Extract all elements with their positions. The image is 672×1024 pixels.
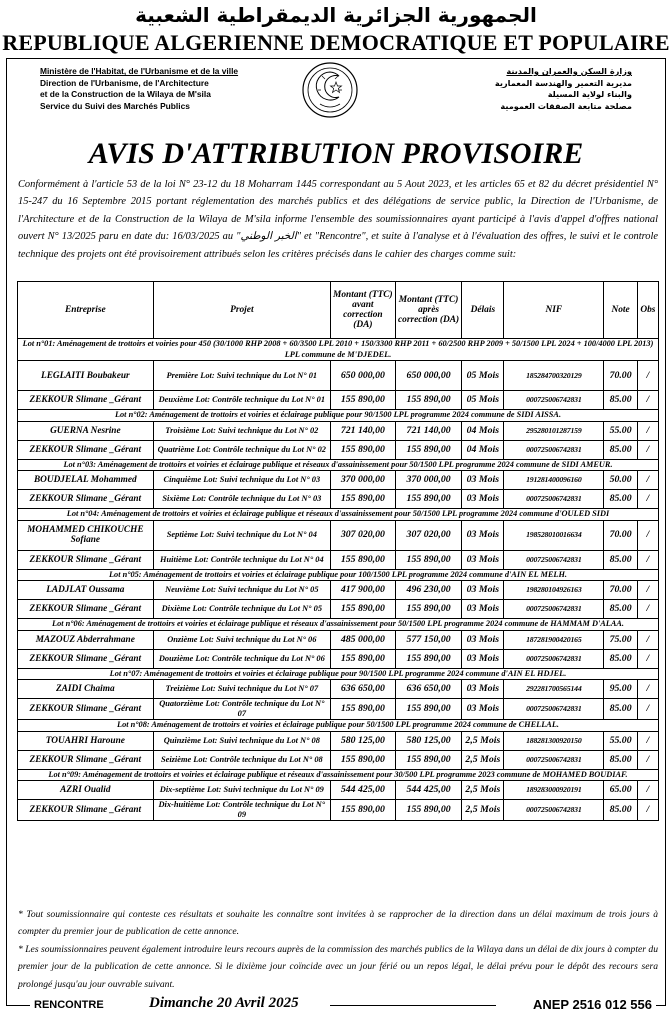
cell-obs: / <box>637 600 658 619</box>
lot-title-row <box>18 769 659 781</box>
cell-avant: 544 425,00 <box>331 781 396 800</box>
lot-title-row <box>18 720 659 732</box>
table-row <box>18 550 659 569</box>
ministry-fr-line: Direction de l'Urbanisme, de l'Architecture <box>40 77 209 88</box>
cell-nif: 189283000920191 <box>504 781 604 800</box>
cell-delais: 03 Mois <box>462 471 504 490</box>
cell-projet: Quinzième Lot: Suivi technique du Lot N° 08 <box>153 731 330 750</box>
lot-title: Lot n°09: Aménagement de trottoirs et voiries et éclairage publique et réseaux d'assainissement pour 30/500 LPL programme 2023 commune de MOHAMED BOUDIAF. <box>18 769 659 781</box>
cell-projet: Huitième Lot: Contrôle technique du Lot N° 04 <box>153 550 330 569</box>
lot-title: Lot n°05: Aménagement de trottoirs et voiries et éclairage publique pour 100/1500 LPL programme 2024 commune d'AIN EL MELH. <box>18 569 659 581</box>
cell-note: 50.00 <box>604 471 637 490</box>
cell-obs: / <box>637 750 658 769</box>
column-header: Projet <box>153 282 330 339</box>
cell-apres: 155 890,00 <box>395 750 462 769</box>
lot-title-row <box>18 668 659 680</box>
table-row <box>18 781 659 800</box>
table-row <box>18 490 659 509</box>
ministry-fr <box>40 66 280 112</box>
cell-obs: / <box>637 731 658 750</box>
table-body <box>18 339 659 821</box>
cell-obs: / <box>637 550 658 569</box>
cell-avant: 155 890,00 <box>331 391 396 410</box>
cell-note: 85.00 <box>604 490 637 509</box>
cell-avant: 155 890,00 <box>331 490 396 509</box>
lot-title-row <box>18 339 659 361</box>
cell-entreprise: AZRI Oualid <box>18 781 154 800</box>
cell-projet: Septième Lot: Suivi technique du Lot N° 04 <box>153 520 330 550</box>
right-border <box>665 58 666 1006</box>
cell-apres: 496 230,00 <box>395 581 462 600</box>
cell-avant: 580 125,00 <box>331 731 396 750</box>
cell-note: 55.00 <box>604 421 637 440</box>
cell-entreprise: MAZOUZ Abderrahmane <box>18 630 154 649</box>
lot-title-row <box>18 509 659 521</box>
table-header-row <box>18 282 659 339</box>
cell-avant: 650 000,00 <box>331 361 396 391</box>
notice-title: AVIS D'ATTRIBUTION PROVISOIRE <box>88 137 584 170</box>
cell-note: 65.00 <box>604 781 637 800</box>
cell-note: 85.00 <box>604 391 637 410</box>
cell-nif: 000725006742831 <box>504 699 604 720</box>
cell-entreprise: LEGLAITI Boubakeur <box>18 361 154 391</box>
cell-nif: 295280101287159 <box>504 421 604 440</box>
cell-apres: 155 890,00 <box>395 800 462 821</box>
cell-note: 85.00 <box>604 750 637 769</box>
note-paragraph: * Les soumissionnaires peuvent également introduire leurs recours auprès de la commission des marchés publics de la Wilaya dans un délai de dix jours à compter du premier jour de la publication de cette annonce. Si le dixième jour coïncide avec un jour férié ou un repos légal, le délai prévu pour le dépôt des recours sera prolongé jusqu'au jour ouvrable suivant. <box>18 943 658 990</box>
cell-nif: 185284700320129 <box>504 361 604 391</box>
cell-delais: 03 Mois <box>462 649 504 668</box>
cell-delais: 03 Mois <box>462 630 504 649</box>
cell-projet: Dixième Lot: Contrôle technique du Lot N° 05 <box>153 600 330 619</box>
cell-delais: 03 Mois <box>462 520 504 550</box>
cell-obs: / <box>637 471 658 490</box>
table-row <box>18 649 659 668</box>
cell-projet: Dix-huitième Lot: Contrôle technique du Lot N° 09 <box>153 800 330 821</box>
cell-entreprise: LADJLAT Oussama <box>18 581 154 600</box>
table-row <box>18 750 659 769</box>
cell-nif: 187281900420165 <box>504 630 604 649</box>
notes <box>18 906 658 993</box>
cell-apres: 155 890,00 <box>395 649 462 668</box>
cell-nif: 292281700565144 <box>504 680 604 699</box>
lot-title-row <box>18 619 659 631</box>
cell-avant: 155 890,00 <box>331 699 396 720</box>
lot-title-row <box>18 410 659 422</box>
cell-obs: / <box>637 490 658 509</box>
cell-delais: 05 Mois <box>462 361 504 391</box>
table-row <box>18 361 659 391</box>
ministry-fr-line: Ministère de l'Habitat, de l'Urbanisme et de la ville <box>40 66 239 76</box>
footer <box>0 995 672 1017</box>
cell-obs: / <box>637 699 658 720</box>
cell-note: 85.00 <box>604 649 637 668</box>
cell-delais: 03 Mois <box>462 680 504 699</box>
column-header: Délais <box>462 282 504 339</box>
table-row <box>18 630 659 649</box>
table-row <box>18 440 659 459</box>
table-row <box>18 680 659 699</box>
lot-title: Lot n°03: Aménagement de trottoirs et voiries et éclairage publique et réseaux d'assainissement pour 50/1500 LPL programme 2024 commune de SIDI AMEUR. <box>18 459 659 471</box>
lot-title: Lot n°02: Aménagement de trottoirs et voiries et éclairage publique pour 90/1500 LPL programme 2024 commune de SIDI AISSA. <box>18 410 659 422</box>
cell-delais: 2,5 Mois <box>462 781 504 800</box>
anep-reference: ANEP 2516 012 556 <box>529 997 656 1012</box>
cell-apres: 544 425,00 <box>395 781 462 800</box>
cell-entreprise: ZEKKOUR Slimane _Gérant <box>18 440 154 459</box>
cell-obs: / <box>637 440 658 459</box>
table-row <box>18 731 659 750</box>
cell-projet: Seizième Lot: Contrôle technique du Lot N° 08 <box>153 750 330 769</box>
lot-title: Lot n°06: Aménagement de trottoirs et voiries et éclairage publique et réseaux d'assainissement pour 50/1500 LPL programme 2024 commune de HAMMAM D'ALAA. <box>18 619 659 631</box>
cell-projet: Première Lot: Suivi technique du Lot N° 01 <box>153 361 330 391</box>
cell-avant: 155 890,00 <box>331 600 396 619</box>
cell-obs: / <box>637 649 658 668</box>
cell-projet: Onzième Lot: Suivi technique du Lot N° 06 <box>153 630 330 649</box>
cell-obs: / <box>637 630 658 649</box>
cell-projet: Douzième Lot: Contrôle technique du Lot N° 06 <box>153 649 330 668</box>
cell-nif: 198280104926163 <box>504 581 604 600</box>
cell-apres: 155 890,00 <box>395 550 462 569</box>
cell-delais: 03 Mois <box>462 581 504 600</box>
cell-obs: / <box>637 391 658 410</box>
cell-entreprise: ZAIDI Chaima <box>18 680 154 699</box>
top-rule <box>6 58 666 59</box>
cell-obs: / <box>637 361 658 391</box>
cell-nif: 000725006742831 <box>504 800 604 821</box>
rencontre-logo: RENCONTRE <box>30 999 108 1011</box>
column-header: NIF <box>504 282 604 339</box>
cell-avant: 155 890,00 <box>331 800 396 821</box>
cell-apres: 155 890,00 <box>395 699 462 720</box>
lot-title-row <box>18 459 659 471</box>
cell-entreprise: ZEKKOUR Slimane _Gérant <box>18 550 154 569</box>
lot-title-row <box>18 569 659 581</box>
cell-obs: / <box>637 800 658 821</box>
cell-apres: 721 140,00 <box>395 421 462 440</box>
cell-obs: / <box>637 581 658 600</box>
attribution-table <box>17 281 659 821</box>
note-paragraph: * Tout soumissionnaire qui conteste ces résultats et souhaite les connaître sont invitées à se rapprocher de la direction dans un délai maximum de trois jours à compter du premier jour de publication de cette annonce. <box>18 909 658 938</box>
cell-entreprise: ZEKKOUR Slimane _Gérant <box>18 699 154 720</box>
ministry-ar-line: مديرية التعمير والهندسة المعمارية <box>494 77 632 88</box>
cell-delais: 03 Mois <box>462 600 504 619</box>
lot-title: Lot n°01: Aménagement de trottoirs et voiries pour 450 (30/1000 RHP 2008 + 60/3500 LPL 2010 + 150/3300 RHP 2011 + 60/2500 RHP 2009 + 50/1500 LPL 2024 + 100/4000 LPL 2013) LPL commune de M'DJEDEL. <box>18 339 659 361</box>
ministry-fr-line: Service du Suivi des Marchés Publics <box>40 100 190 111</box>
cell-projet: Neuvième Lot: Suivi technique du Lot N° 05 <box>153 581 330 600</box>
ministry-ar-line: وزارة السكن والعمران والمدينة <box>506 66 632 76</box>
cell-entreprise: GUERNA Nesrine <box>18 421 154 440</box>
cell-projet: Treizième Lot: Suivi technique du Lot N° 07 <box>153 680 330 699</box>
cell-entreprise: ZEKKOUR Slimane _Gérant <box>18 391 154 410</box>
cell-nif: 191281400096160 <box>504 471 604 490</box>
cell-apres: 577 150,00 <box>395 630 462 649</box>
cell-avant: 155 890,00 <box>331 550 396 569</box>
cell-entreprise: ZEKKOUR Slimane _Gérant <box>18 600 154 619</box>
cell-note: 70.00 <box>604 581 637 600</box>
cell-apres: 307 020,00 <box>395 520 462 550</box>
cell-note: 55.00 <box>604 731 637 750</box>
cell-avant: 370 000,00 <box>331 471 396 490</box>
french-republic-title: REPUBLIQUE ALGERIENNE DEMOCRATIQUE ET POPULAIRE <box>2 30 670 55</box>
algeria-emblem-icon <box>300 60 360 120</box>
table-row <box>18 581 659 600</box>
cell-nif: 188281300920150 <box>504 731 604 750</box>
cell-nif: 000725006742831 <box>504 600 604 619</box>
cell-avant: 155 890,00 <box>331 649 396 668</box>
cell-projet: Dix-septième Lot: Suivi technique du Lot N° 09 <box>153 781 330 800</box>
cell-note: 70.00 <box>604 520 637 550</box>
cell-entreprise: TOUAHRI Haroune <box>18 731 154 750</box>
table-row <box>18 391 659 410</box>
cell-note: 85.00 <box>604 699 637 720</box>
cell-delais: 03 Mois <box>462 490 504 509</box>
cell-note: 85.00 <box>604 600 637 619</box>
cell-projet: Sixième Lot: Contrôle technique du Lot N° 03 <box>153 490 330 509</box>
table-row <box>18 600 659 619</box>
cell-note: 85.00 <box>604 550 637 569</box>
ministry-ar-line: والبناء لولاية المسيلة <box>547 89 632 99</box>
table-row <box>18 699 659 720</box>
table-row <box>18 520 659 550</box>
column-header: Entreprise <box>18 282 154 339</box>
cell-obs: / <box>637 781 658 800</box>
cell-delais: 04 Mois <box>462 440 504 459</box>
cell-projet: Quatrième Lot: Contrôle technique du Lot N° 02 <box>153 440 330 459</box>
cell-apres: 155 890,00 <box>395 490 462 509</box>
ministry-ar-line: مصلحة متابعة الصفقات العمومية <box>500 100 632 111</box>
cell-projet: Troisième Lot: Suivi technique du Lot N° 02 <box>153 421 330 440</box>
cell-obs: / <box>637 421 658 440</box>
cell-avant: 417 900,00 <box>331 581 396 600</box>
intro-paragraph: Conformément à l'article 53 de la loi N° 23-12 du 18 Moharram 1445 correspondant au 5 Aout 2023, et les articles 65 et 82 du décret présidentiel N° 15-247 du 16 Septembre 2015 portant réglementation des marchés publics et des délégations de service public, la Direction de l'Urbanisme, de l'Architecture et de la Construction de la Wilaya de M'sila informe l'ensemble des soumissionnaires ayant participé à l'avis d'appel d'offres national ouvert N° 13/2025 paru en date du: 16/03/2025 au "الخبر الوطني" et "Rencontre", et suite à l'analyse et à l'évaluation des offres, le suivi et le controle technique des projets ont été provisoirement attribués selon les critères précisés dans le cahier des charges comme suit: <box>18 179 658 260</box>
cell-projet: Quatorzième Lot: Contrôle technique du Lot N° 07 <box>153 699 330 720</box>
cell-note: 85.00 <box>604 440 637 459</box>
cell-entreprise: ZEKKOUR Slimane _Gérant <box>18 750 154 769</box>
cell-apres: 155 890,00 <box>395 440 462 459</box>
cell-apres: 650 000,00 <box>395 361 462 391</box>
cell-apres: 370 000,00 <box>395 471 462 490</box>
cell-avant: 155 890,00 <box>331 750 396 769</box>
cell-note: 75.00 <box>604 630 637 649</box>
cell-apres: 636 650,00 <box>395 680 462 699</box>
cell-entreprise: ZEKKOUR Slimane _Gérant <box>18 490 154 509</box>
cell-projet: Cinquième Lot: Suivi technique du Lot N° 03 <box>153 471 330 490</box>
cell-nif: 198528010016634 <box>504 520 604 550</box>
cell-apres: 155 890,00 <box>395 600 462 619</box>
cell-nif: 000725006742831 <box>504 649 604 668</box>
cell-avant: 307 020,00 <box>331 520 396 550</box>
lot-title: Lot n°04: Aménagement de trottoirs et voiries et éclairage publique et réseaux d'assainissement pour 50/1500 LPL programme 2024 commune d'OULED SIDI <box>18 509 659 521</box>
lot-title: Lot n°08: Aménagement de trottoirs et voiries et éclairage publique pour 50/1500 LPL programme 2024 commune de CHELLAL. <box>18 720 659 732</box>
cell-entreprise: MOHAMMED CHIKOUCHE Sofiane <box>18 520 154 550</box>
cell-obs: / <box>637 520 658 550</box>
cell-delais: 04 Mois <box>462 421 504 440</box>
cell-nif: 000725006742831 <box>504 550 604 569</box>
cell-delais: 2,5 Mois <box>462 800 504 821</box>
cell-avant: 636 650,00 <box>331 680 396 699</box>
cell-avant: 155 890,00 <box>331 440 396 459</box>
cell-delais: 03 Mois <box>462 699 504 720</box>
ministry-ar <box>422 66 632 112</box>
cell-entreprise: BOUDJELAL Mohammed <box>18 471 154 490</box>
table-row <box>18 471 659 490</box>
cell-delais: 2,5 Mois <box>462 731 504 750</box>
column-header: Montant (TTC) avant correction (DA) <box>331 282 396 339</box>
cell-avant: 485 000,00 <box>331 630 396 649</box>
publication-date: Dimanche 20 Avril 2025 <box>145 995 303 1012</box>
column-header: Montant (TTC) après correction (DA) <box>395 282 462 339</box>
left-border <box>6 58 7 1006</box>
column-header: Obs <box>637 282 658 339</box>
cell-obs: / <box>637 680 658 699</box>
arabic-republic-title: الجمهورية الجزائرية الديمقراطية الشعبية <box>135 3 537 27</box>
cell-delais: 2,5 Mois <box>462 750 504 769</box>
table-row <box>18 421 659 440</box>
cell-delais: 05 Mois <box>462 391 504 410</box>
cell-apres: 155 890,00 <box>395 391 462 410</box>
cell-note: 95.00 <box>604 680 637 699</box>
lot-title: Lot n°07: Aménagement de trottoirs et voiries et éclairage publique pour 90/1500 LPL programme 2024 commune d'AIN EL HDJEL. <box>18 668 659 680</box>
cell-nif: 000725006742831 <box>504 490 604 509</box>
cell-delais: 03 Mois <box>462 550 504 569</box>
cell-nif: 000725006742831 <box>504 440 604 459</box>
cell-note: 70.00 <box>604 361 637 391</box>
cell-note: 85.00 <box>604 800 637 821</box>
column-header: Note <box>604 282 637 339</box>
cell-avant: 721 140,00 <box>331 421 396 440</box>
cell-entreprise: ZEKKOUR Slimane _Gérant <box>18 800 154 821</box>
cell-entreprise: ZEKKOUR Slimane _Gérant <box>18 649 154 668</box>
cell-apres: 580 125,00 <box>395 731 462 750</box>
cell-projet: Deuxième Lot: Contrôle technique du Lot N° 01 <box>153 391 330 410</box>
cell-nif: 000725006742831 <box>504 750 604 769</box>
table-row <box>18 800 659 821</box>
ministry-fr-line: et de la Construction de la Wilaya de M'sila <box>40 89 211 99</box>
cell-nif: 000725006742831 <box>504 391 604 410</box>
